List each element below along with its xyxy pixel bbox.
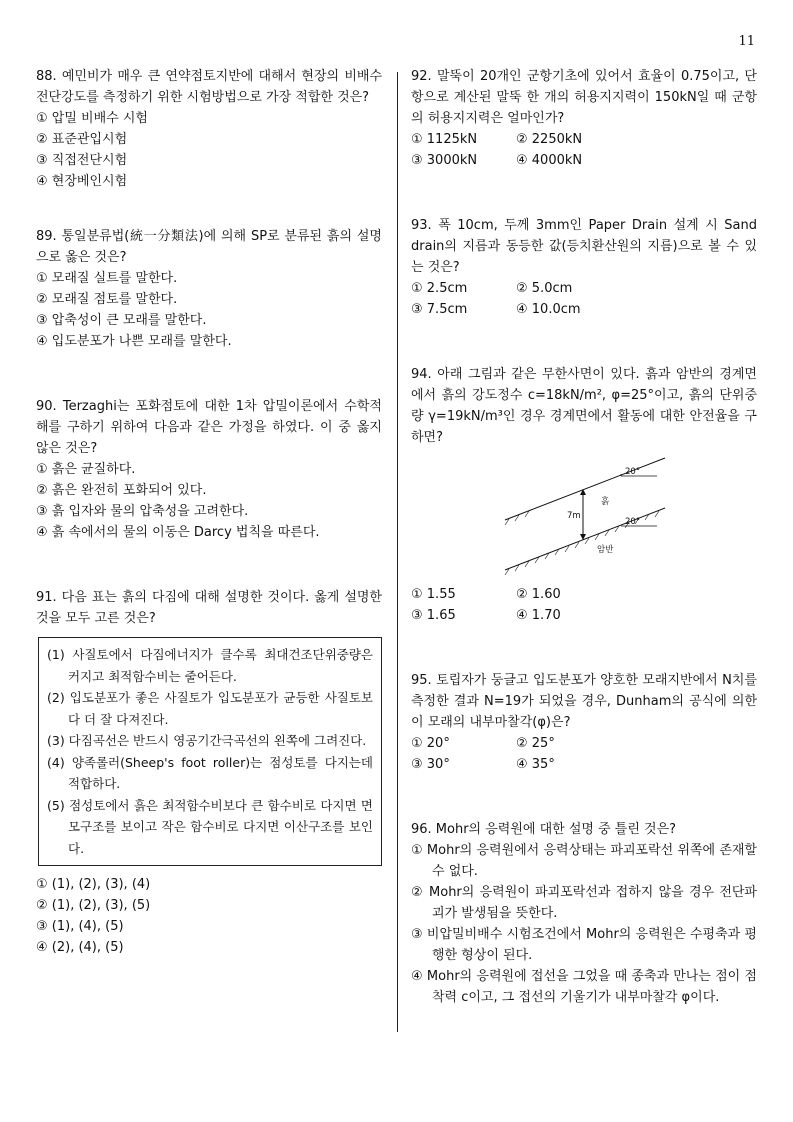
question-95-option-1[interactable]: ① 20° [411,736,450,751]
rock-label: 암반 [597,545,614,555]
question-90-stem: 90. Terzaghi는 포화점토에 대한 1차 압밀이론에서 수학적 해를 구하기 위하여 다음과 같은 가정을 하였다. 이 중 옳지 않은 것은? [36,399,382,456]
statement-2: (2) 입도분포가 좋은 사질토가 입도분포가 균등한 사질토보다 더 잘 다져진다. [47,690,373,727]
question-91-statement-box [38,637,382,866]
question-90-option-4[interactable]: ④ 흙 속에서의 물의 이동은 Darcy 법칙을 따른다. [36,525,320,540]
infinite-slope-figure [503,452,683,580]
question-92-stem: 92. 말뚝이 20개인 군항기초에 있어서 효율이 0.75이고, 단항으로 계산된 말뚝 한 개의 허용지지력이 150kN일 때 군항의 허용지지력은 얼마인가? [411,69,757,126]
question-92-option-4[interactable]: ④ 4000kN [516,153,583,168]
question-89-stem: 89. 통일분류법(統一分類法)에 의해 SP로 분류된 흙의 설명으로 옳은 것은? [36,229,382,265]
question-89 [36,226,382,352]
question-89-option-2[interactable]: ② 모래질 점토를 말한다. [36,292,178,307]
question-93-option-3[interactable]: ③ 7.5cm [411,302,468,317]
ground-surface-line [505,458,665,520]
question-92-option-2[interactable]: ② 2250kN [516,132,583,147]
statement-4: (4) 양족롤러(Sheep's foot roller)는 점성토를 다지는데 적합하다. [47,754,373,791]
question-93-option-2[interactable]: ② 5.0cm [516,281,573,296]
question-92 [411,66,757,171]
question-95-option-2[interactable]: ② 25° [516,736,555,751]
question-94-option-1[interactable]: ① 1.55 [411,587,456,602]
question-96-option-1[interactable]: ① Mohr의 응력원에서 응력상태는 파괴포락선 위쪽에 존재할 수 없다. [411,843,757,879]
question-88-option-2[interactable]: ② 표준관입시험 [36,132,128,147]
question-94-stem: 94. 아래 그림과 같은 무한사면이 있다. 흙과 암반의 경계면에서 흙의 강도정수 c=18kN/m², φ=25°이고, 흙의 단위중량 γ=19kN/m³인 경우 경계면에서 활동에 대한 안전율을 구하면? [411,367,757,445]
bottom-angle-label: 20° [625,517,641,527]
ground-hatch [505,511,529,525]
question-91-stem: 91. 다음 표는 흙의 다짐에 대해 설명한 것이다. 옳게 설명한 것을 모두 고른 것은? [36,590,382,626]
question-96-stem: 96. Mohr의 응력원에 대한 설명 중 틀린 것은? [411,822,677,837]
question-93-stem: 93. 폭 10cm, 두께 3mm인 Paper Drain 설계 시 Sand drain의 지름과 동등한 값(등치환산원의 지름)으로 볼 수 있는 것은? [411,218,757,275]
question-89-option-3[interactable]: ③ 압축성이 큰 모래를 말한다. [36,313,207,328]
question-96-option-4[interactable]: ④ Mohr의 응력원에 접선을 그었을 때 종축과 만나는 점이 점착력 c이고, 그 접선의 기울기가 내부마찰각 φ이다. [411,969,757,1005]
question-88 [36,66,382,192]
question-96-option-2[interactable]: ② Mohr의 응력원이 파괴포락선과 접하지 않을 경우 전단파괴가 발생됨을 뜻한다. [411,885,757,921]
question-93-option-1[interactable]: ① 2.5cm [411,281,468,296]
question-88-option-4[interactable]: ④ 현장베인시험 [36,174,128,189]
page-number: 11 [738,34,755,49]
column-divider [397,72,398,1032]
question-96 [411,819,757,1008]
question-91-option-4[interactable]: ④ (2), (4), (5) [36,940,124,955]
question-95-option-3[interactable]: ③ 30° [411,757,450,772]
question-91-option-2[interactable]: ② (1), (2), (3), (5) [36,898,151,913]
question-94-option-4[interactable]: ④ 1.70 [516,608,561,623]
question-95-option-4[interactable]: ④ 35° [516,757,555,772]
top-angle-label: 20° [625,467,641,477]
question-93-option-4[interactable]: ④ 10.0cm [516,302,581,317]
question-88-option-1[interactable]: ① 압밀 비배수 시험 [36,111,148,126]
question-88-option-3[interactable]: ③ 직접전단시험 [36,153,128,168]
statement-3: (3) 다짐곡선은 반드시 영공기간극곡선의 왼쪽에 그려진다. [47,733,367,748]
rock-boundary-line [505,508,665,570]
question-91 [36,587,382,958]
question-89-option-4[interactable]: ④ 입도분포가 나쁜 모래를 말한다. [36,334,232,349]
left-column [36,66,382,958]
question-94-option-2[interactable]: ② 1.60 [516,587,561,602]
question-94-option-3[interactable]: ③ 1.65 [411,608,456,623]
question-94 [411,364,757,626]
question-96-option-3[interactable]: ③ 비압밀비배수 시험조건에서 Mohr의 응력원은 수평축과 평행한 형상이 된다. [411,927,757,963]
question-90-option-2[interactable]: ② 흙은 완전히 포화되어 있다. [36,483,207,498]
question-93 [411,215,757,320]
question-92-option-1[interactable]: ① 1125kN [411,132,478,147]
question-91-option-3[interactable]: ③ (1), (4), (5) [36,919,124,934]
depth-label: 7m [567,511,581,521]
question-95 [411,670,757,775]
question-91-option-1[interactable]: ① (1), (2), (3), (4) [36,877,151,892]
question-92-option-3[interactable]: ③ 3000kN [411,153,478,168]
soil-label: 흙 [601,497,610,507]
question-90-option-3[interactable]: ③ 흙 입자와 물의 압축성을 고려한다. [36,504,249,519]
statement-1: (1) 사질토에서 다짐에너지가 클수록 최대건조단위중량은 커지고 최적함수비는 줄어든다. [47,647,373,684]
question-95-stem: 95. 토립자가 둥글고 입도분포가 양호한 모래지반에서 N치를 측정한 결과 N=19가 되었을 경우, Dunham의 공식에 의한 이 모래의 내부마찰각(φ)은? [411,673,757,730]
question-90 [36,396,382,543]
right-column [411,66,757,1008]
question-89-option-1[interactable]: ① 모래질 실트를 말한다. [36,271,178,286]
question-90-option-1[interactable]: ① 흙은 균질하다. [36,462,136,477]
question-88-stem: 88. 예민비가 매우 큰 연약점토지반에 대해서 현장의 비배수 전단강도를 측정하기 위한 시험방법으로 가장 적합한 것은? [36,69,382,105]
arrow-head-top-icon [580,489,586,495]
statement-5: (5) 점성토에서 흙은 최적함수비보다 큰 함수비로 다지면 면모구조를 보이고 작은 함수비로 다지면 이산구조를 보인다. [47,797,373,856]
